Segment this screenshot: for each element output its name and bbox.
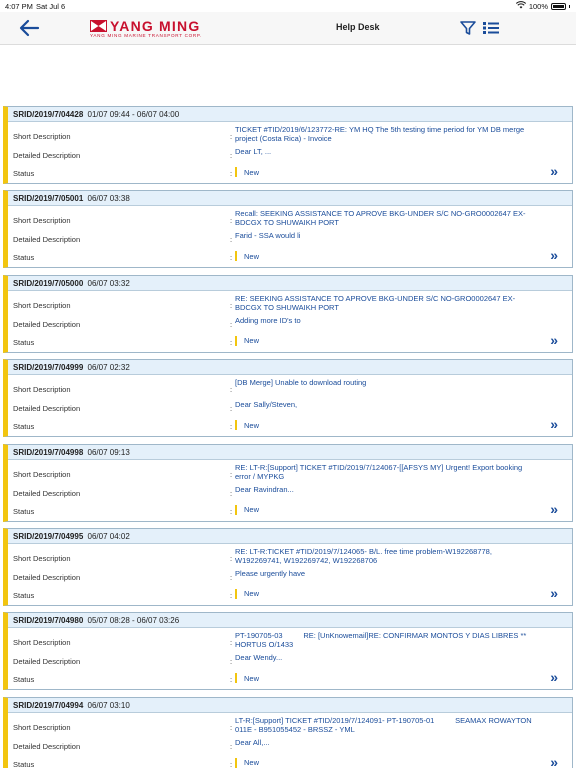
detailed-description-label: Detailed Description (13, 741, 81, 751)
short-description-value: [DB Merge] Unable to download routing (235, 378, 367, 388)
status-label: Status (13, 759, 35, 768)
short-description-label: Short Description (13, 469, 71, 479)
ticket-date: 05/07 08:28 - 06/07 03:26 (87, 616, 180, 626)
status-value (235, 335, 259, 347)
short-description-value: TICKET #TID/2019/6/123772-RE: YM HQ The 5th testing time period for YM DB merge project (Costa Rica) - Invoice (235, 125, 525, 143)
status-value (235, 672, 259, 684)
colon: : (230, 553, 233, 563)
ticket-srid: SRID/2019/7/04995 (13, 531, 84, 541)
ticket-date: 06/07 03:38 (87, 194, 130, 204)
ticket-card[interactable] (3, 528, 573, 606)
detailed-description-label: Detailed Description (13, 235, 81, 245)
status-value (235, 419, 259, 431)
status-time: 4:07 PM (5, 2, 33, 11)
colon: : (230, 759, 233, 768)
list-view-button[interactable] (482, 19, 500, 37)
ticket-date: 01/07 09:44 - 06/07 04:00 (87, 110, 180, 119)
detailed-description-value: Dear Wendy... (235, 653, 283, 663)
status-right (516, 1, 570, 11)
ticket-srid: SRID/2019/7/04980 (13, 616, 84, 626)
status-text: New (244, 505, 260, 515)
colon: : (230, 319, 233, 329)
back-arrow-icon (18, 18, 40, 38)
logo-subtitle: YANG MING MARINE TRANSPORT CORP. (90, 33, 203, 38)
ticket-header (8, 445, 572, 460)
status-marker (235, 758, 237, 768)
short-description-label: Short Description (13, 216, 71, 226)
colon: : (230, 337, 233, 347)
status-label: Status (13, 590, 35, 600)
ticket-srid: SRID/2019/7/04998 (13, 447, 84, 457)
status-label: Status (13, 422, 35, 432)
ticket-header (8, 529, 572, 544)
colon: : (230, 506, 233, 516)
detailed-description-value: Farid - SSA would li (235, 231, 301, 241)
colon: : (230, 657, 233, 667)
short-description-value: LT-R:[Support] TICKET #TID/2019/7/124091- PT-190705-01 SEAMAX ROWAYTON 011E - B951055452 - BRSSZ - YML (235, 715, 534, 734)
chevron-right-icon[interactable]: » (550, 163, 558, 179)
chevron-right-icon[interactable]: » (550, 584, 558, 601)
colon: : (230, 235, 233, 245)
status-marker (235, 336, 237, 346)
colon: : (230, 590, 233, 600)
colon: : (230, 132, 233, 141)
ticket-header (8, 107, 572, 122)
short-description-label: Short Description (13, 300, 71, 310)
short-description-label: Short Description (13, 553, 71, 563)
short-description-value: RE: LT-R:TICKET #TID/2019/7/124065- B/L. free time problem-W192268778, W192269741, W192269742, W192268706 (235, 546, 492, 565)
status-value (235, 588, 259, 600)
status-label: Status (13, 675, 35, 685)
ticket-date: 06/07 03:10 (87, 700, 130, 710)
detailed-description-label: Detailed Description (13, 657, 81, 667)
nav-bar (0, 12, 576, 45)
status-text: New (244, 758, 260, 768)
detailed-description-value: Dear All,... (235, 737, 270, 747)
ticket-header (8, 191, 572, 206)
detailed-description-label: Detailed Description (13, 404, 81, 414)
status-text: New (244, 589, 260, 599)
status-text: New (244, 336, 260, 346)
ticket-srid: SRID/2019/7/04994 (13, 700, 84, 710)
status-label: Status (13, 169, 35, 178)
chevron-right-icon[interactable]: » (550, 500, 558, 517)
status-text: New (244, 167, 260, 177)
filter-icon (459, 19, 477, 37)
colon: : (230, 572, 233, 582)
yang-ming-logo (90, 18, 258, 40)
ticket-srid: SRID/2019/7/04999 (13, 363, 84, 373)
ticket-srid: SRID/2019/7/05000 (13, 278, 84, 288)
colon: : (230, 169, 233, 178)
ticket-card[interactable] (3, 444, 573, 522)
status-value (235, 250, 259, 262)
detailed-description-value: Adding more ID's to (235, 315, 301, 325)
ticket-card[interactable] (3, 106, 573, 184)
page-title: Help Desk (336, 22, 380, 32)
ticket-srid: SRID/2019/7/04428 (13, 110, 84, 119)
ticket-card[interactable] (3, 612, 573, 690)
colon: : (230, 216, 233, 226)
wifi-icon (516, 1, 526, 11)
short-description-value: RE: SEEKING ASSISTANCE TO APROVE BKG-UNDER S/C NO-GRO0002647 EX-BDCGX TO SHUWAIKH PORT (235, 293, 516, 312)
detailed-description-label: Detailed Description (13, 572, 81, 582)
colon: : (230, 404, 233, 414)
detailed-description-value: Dear Ravindran... (235, 484, 294, 494)
colon: : (230, 741, 233, 751)
status-value (235, 504, 259, 516)
ticket-list (3, 106, 573, 768)
status-label: Status (13, 253, 35, 263)
colon: : (230, 253, 233, 263)
short-description-label: Short Description (13, 385, 71, 395)
ticket-header (8, 276, 572, 291)
flag-icon (90, 20, 107, 32)
ticket-card[interactable] (3, 275, 573, 353)
ticket-date: 06/07 03:32 (87, 278, 130, 288)
ticket-card[interactable] (3, 359, 573, 437)
colon: : (230, 300, 233, 310)
ticket-date: 06/07 04:02 (87, 531, 130, 541)
status-text: New (244, 673, 260, 683)
status-marker (235, 505, 237, 515)
short-description-label: Short Description (13, 132, 71, 141)
battery-icon (551, 3, 566, 10)
ticket-card[interactable] (3, 697, 573, 768)
colon: : (230, 469, 233, 479)
status-date: Sat Jul 6 (36, 2, 66, 11)
colon: : (230, 675, 233, 685)
status-marker (235, 420, 237, 430)
detailed-description-value: Dear Sally/Steven, (235, 400, 298, 410)
detailed-description-value: Dear LT, ... (235, 147, 272, 156)
chevron-right-icon[interactable]: » (550, 753, 558, 768)
ticket-date: 06/07 09:13 (87, 447, 130, 457)
detailed-description-value: Please urgently have (235, 568, 306, 578)
ticket-header (8, 360, 572, 375)
ticket-date: 06/07 02:32 (87, 363, 130, 373)
short-description-label: Short Description (13, 722, 71, 732)
colon: : (230, 385, 233, 395)
status-label: Status (13, 337, 35, 347)
status-text: New (244, 420, 260, 430)
colon: : (230, 638, 233, 648)
device-status-bar (0, 0, 576, 12)
short-description-value: PT-190705-03 RE: [UnKnowemail]RE: CONFIRMAR MONTOS Y DIAS LIBRES ** HORTUS O/1433 (235, 631, 529, 650)
chevron-right-icon[interactable]: » (550, 331, 558, 348)
status-value (235, 166, 259, 178)
chevron-right-icon[interactable]: » (550, 247, 558, 264)
status-value (235, 757, 259, 768)
colon: : (230, 151, 233, 160)
back-button[interactable] (18, 18, 40, 38)
ticket-header (8, 613, 572, 628)
colon: : (230, 422, 233, 432)
status-marker (235, 589, 237, 599)
status-marker (235, 167, 237, 177)
short-description-label: Short Description (13, 638, 71, 648)
short-description-value: RE: LT-R:[Support] TICKET #TID/2019/7/124067-[[AFSYS MY] Urgent! Export booking error / MYPKG (235, 462, 523, 481)
detailed-description-label: Detailed Description (13, 151, 81, 160)
filter-button[interactable] (459, 19, 477, 37)
status-label: Status (13, 506, 35, 516)
ticket-header (8, 698, 572, 713)
list-icon (482, 19, 500, 37)
ticket-card[interactable] (3, 190, 573, 268)
status-marker (235, 673, 237, 683)
chevron-right-icon[interactable]: » (550, 669, 558, 686)
status-text: New (244, 251, 260, 261)
ticket-srid: SRID/2019/7/05001 (13, 194, 84, 204)
battery-percent: 100% (528, 1, 548, 11)
status-marker (235, 251, 237, 261)
colon: : (230, 488, 233, 498)
chevron-right-icon[interactable]: » (550, 416, 558, 433)
logo-name: YANG MING (110, 18, 201, 34)
short-description-value: Recall: SEEKING ASSISTANCE TO APROVE BKG-UNDER S/C NO-GRO0002647 EX-BDCGX TO SHUWAIKH PORT (235, 209, 526, 228)
detailed-description-label: Detailed Description (13, 319, 81, 329)
detailed-description-label: Detailed Description (13, 488, 81, 498)
colon: : (230, 722, 233, 732)
